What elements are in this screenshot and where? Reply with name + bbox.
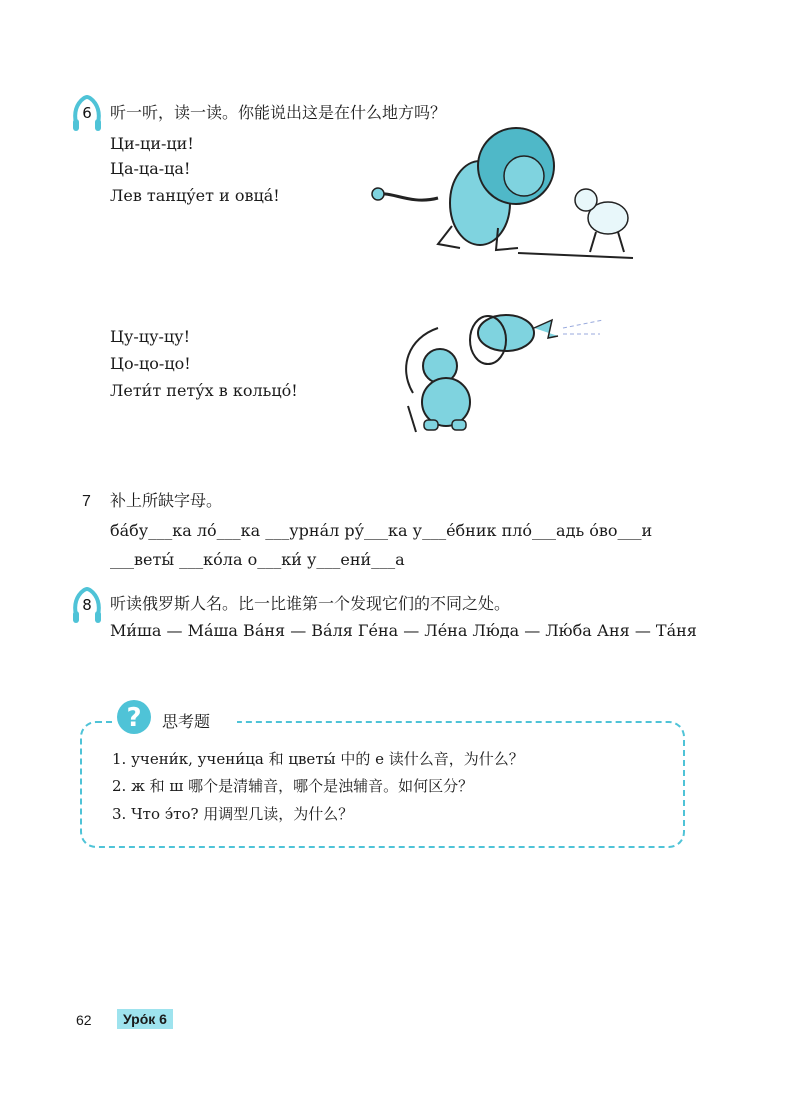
think-item: 3. Что э́то? 用调型几读，为什么？ xyxy=(112,805,354,823)
verse-line: Ци-ци-ци! xyxy=(110,134,194,153)
exercise-7-title: 补上所缺字母。 xyxy=(110,491,223,510)
names-row: Ми́ша — Ма́ша Ва́ня — Ва́ля Ге́на — Ле́на Лю́да — Лю́ба Аня — Та́ня xyxy=(110,621,697,640)
audio-badge-6 xyxy=(72,95,102,135)
fill-letters-row: ба́бу___ка ло́___ка ___урна́л ру́___ка у___е́бник пло́___адь о́во___и xyxy=(110,521,653,540)
verse-line: Ца-ца-ца! xyxy=(110,159,191,178)
exercise-number: 8 xyxy=(82,596,92,614)
think-item: 2. ж 和 ш 哪个是清辅音，哪个是浊辅音。如何区分？ xyxy=(112,777,474,795)
exercise-number: 6 xyxy=(82,104,92,122)
verse-line: Цо-цо-цо! xyxy=(110,354,191,373)
page-number: 62 xyxy=(76,1012,92,1028)
verse-line: Цу-цу-цу! xyxy=(110,327,191,346)
exercise-8-title: 听读俄罗斯人名。比一比谁第一个发现它们的不同之处。 xyxy=(110,594,511,613)
audio-badge-8 xyxy=(72,587,102,627)
rooster-hoop-illustration xyxy=(388,298,608,438)
question-icon xyxy=(116,699,152,735)
exercise-6-title: 听一听，读一读。你能说出这是在什么地方吗？ xyxy=(110,103,447,122)
think-title: 思考题 xyxy=(162,712,211,731)
fill-letters-row: ___веты́ ___ко́ла о___ки́ у___ени́___а xyxy=(110,550,405,569)
lion-dancing-illustration xyxy=(368,118,638,260)
verse-line: Лев танцу́ет и овца́! xyxy=(110,186,280,205)
svg-text:?: ? xyxy=(126,703,142,733)
think-item: 1. учени́к, учени́ца 和 цветы́ 中的 е 读什么音，为什么？ xyxy=(112,750,524,768)
exercise-number: 7 xyxy=(82,493,91,510)
verse-line: Лети́т пету́х в кольцо́! xyxy=(110,381,298,400)
lesson-tag: Уро́к 6 xyxy=(117,1009,173,1029)
